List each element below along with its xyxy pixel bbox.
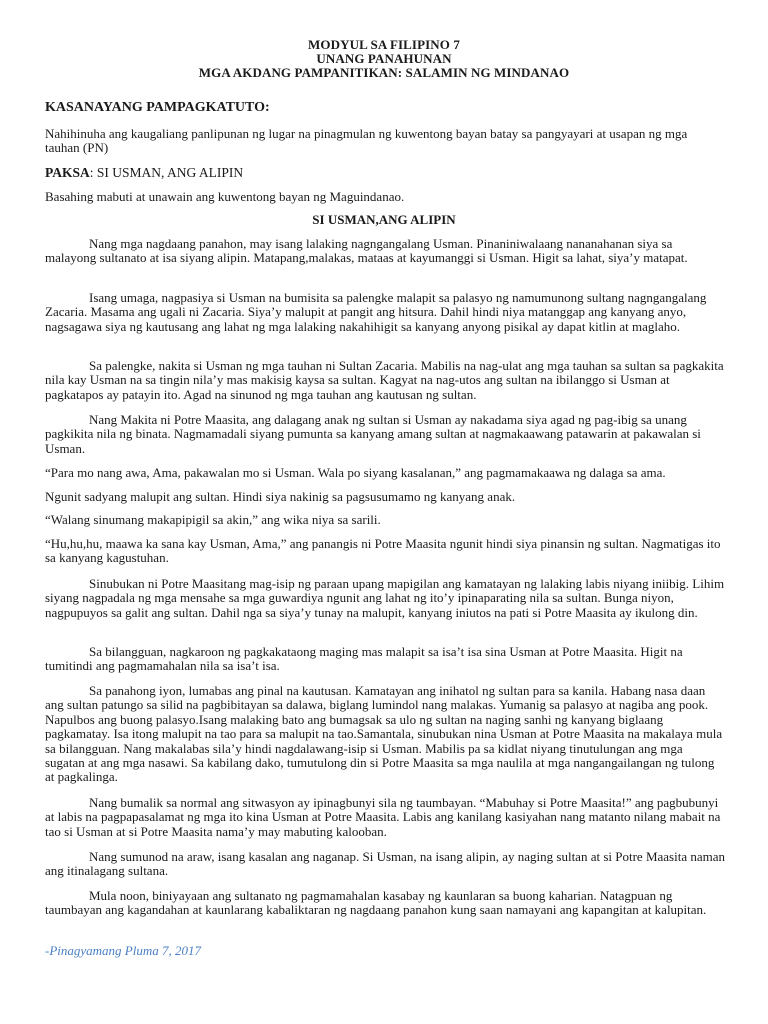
- module-header: [0, 38, 768, 80]
- story-paragraph: Sa bilangguan, nagkaroon ng pagkakataong maging mas malapit sa isa’t isa sina Usman at Potre Maasita. Higit na tumitindi ang pagmamahalan nila sa isa’t isa.: [45, 644, 683, 674]
- source-credit: -Pinagyamang Pluma 7, 2017: [45, 943, 201, 958]
- story-paragraph: Sa palengke, nakita si Usman ng mga tauhan ni Sultan Zacaria. Mabilis na nag-ulat ang mga tauhan sa sultan sa pagkakita nila kay Usman na sa tingin nila’y mas makisig kaysa sa sultan. Kagyat na nag-utos ang sultan na ibilanggo si Usman at pagkatapos ay patayin ito. Agad na sinunod ng mga tauhan ang kautusan ng sultan.: [45, 358, 724, 402]
- story-paragraph: “Hu,hu,hu, maawa ka sana kay Usman, Ama,” ang panangis ni Potre Maasita ngunit hindi siya pinansin ng sultan. Nagmatigas ito sa kanyang kagustuhan.: [45, 536, 721, 566]
- module-title: MODYUL SA FILIPINO 7: [308, 37, 460, 52]
- module-subtitle: MGA AKDANG PAMPANITIKAN: SALAMIN NG MINDANAO: [198, 65, 570, 80]
- story-paragraph: Nang bumalik sa normal ang sitwasyon ay ipinagbunyi sila ng taumbayan. “Mabuhay si Potre Maasita!” ang pagbubunyi at labis na pagpapasalamat ng mga ito kina Usman at Potre Maasita. Labis ang kanilang kasiyahan nang matanto nilang mabait na tao si Usman at si Potre Maasita nama’y may mabuting kalooban.: [45, 795, 721, 839]
- kasanayan-text: Nahihinuha ang kaugaliang panlipunan ng lugar na pinagmulan ng kuwentong bayan batay sa pangyayari at usapan ng mga tauhan (PN): [45, 126, 688, 156]
- story-paragraph: Ngunit sadyang malupit ang sultan. Hindi siya nakinig sa pagsusumamo ng kanyang anak.: [45, 489, 516, 504]
- story-paragraph: Nang Makita ni Potre Maasita, ang dalagang anak ng sultan si Usman ay nakadama siya agad ng pag-ibig sa unang pagkikita nila ng binata. Nagmamadali siyang pumunta sa kanyang amang sultan at nagmakaawang patawarin at pakawalan si Usman.: [45, 412, 701, 456]
- story-paragraph: Sa panahong iyon, lumabas ang pinal na kautusan. Kamatayan ang inihatol ng sultan para sa kanila. Habang nasa daan ang sultan patungo sa silid na pagbibitayan sa dalawa, biglang lumindol nang malakas. Yumanig sa palasyo at nagiba ang pook. Napulbos ang buong palasyo.Isang malaking bato ang bumagsak sa ulo ng sultan na naging sanhi ng kanyang biglaang pagkamatay. Isa itong malupit na tao para sa malupit na tao.Samantala, sinubukan nina Usman at Potre Maasita na makalaya mula sa bilangguan. Nang makalabas sila’y hindi nagdalawang-isip si Usman. Mabilis pa sa kidlat niyang tinutulungan ang mga sugatan at ang mga nasawi. Sa kabilang dako, tumutulong din si Potre Maasita sa mga naulila at mga nangangailangan ng tulong at pagkalinga.: [45, 683, 723, 785]
- story-paragraph: Mula noon, biniyayaan ang sultanato ng pagmamahalan kasabay ng kaunlaran sa buong kaharian. Natagpuan ng taumbayan ang kagandahan at kaunlarang kabaliktaran ng nagdaang panahon kung saan namayani ang kapangitan at kalupitan.: [45, 888, 707, 918]
- story-paragraph: “Walang sinumang makapipigil sa akin,” ang wika niya sa sarili.: [45, 512, 381, 527]
- story-paragraph: Nang sumunod na araw, isang kasalan ang naganap. Si Usman, na isang alipin, ay naging sultan at si Potre Maasita naman ang itinalagang sultana.: [45, 849, 726, 879]
- story-paragraph: Isang umaga, nagpasiya si Usman na bumisita sa palengke malapit sa palasyo ng namumunong sultang nagngangalang Zacaria. Masama ang ugali ni Zacaria. Siya’y malupit at pangit ang hitsura. Dahil hindi niya matanggap ang kanyang anyo, nagsagawa siya ng kautusang ang lahat ng mga lalaking nakahihigit sa kanyang anyong pisikal ay dapat kitlin at maglaho.: [45, 290, 707, 334]
- paksa-label: PAKSA: [45, 165, 90, 180]
- paksa-value: : SI USMAN, ANG ALIPIN: [89, 165, 244, 180]
- story-title: SI USMAN,ANG ALIPIN: [312, 212, 456, 227]
- story-paragraph: Sinubukan ni Potre Maasitang mag-isip ng paraan upang mapigilan ang kamatayan ng lalaking labis niyang iniibig. Lihim siyang nagpadala ng mga mensahe sa mga guwardiya ngunit ang lahat ng ito’y ipinaparating nila sa sultan. Bunga niyon, nagpupuyos sa galit ang sultan. Dahil nga sa siya’y tunay na malupit, kanyang iniutos na pati si Potre Maasita ay ikulong din.: [45, 576, 725, 620]
- story-paragraph: “Para mo nang awa, Ama, pakawalan mo si Usman. Wala po siyang kasalanan,” ang pagmamakaawa ng dalaga sa ama.: [45, 465, 666, 480]
- kasanayan-heading: KASANAYANG PAMPAGKATUTO:: [45, 100, 270, 115]
- story-paragraph: Nang mga nagdaang panahon, may isang lalaking nagngangalang Usman. Pinaniniwalaang nananahanan siya sa malayong sultanato at isa siyang alipin. Matapang,malakas, mataas at kayumanggi si Usman. Higit sa lahat, siya’y matapat.: [45, 236, 688, 266]
- module-period: UNANG PANAHUNAN: [316, 51, 452, 66]
- paksa-line: [45, 166, 725, 180]
- instruction-text: Basahing mabuti at unawain ang kuwentong bayan ng Maguindanao.: [45, 189, 405, 204]
